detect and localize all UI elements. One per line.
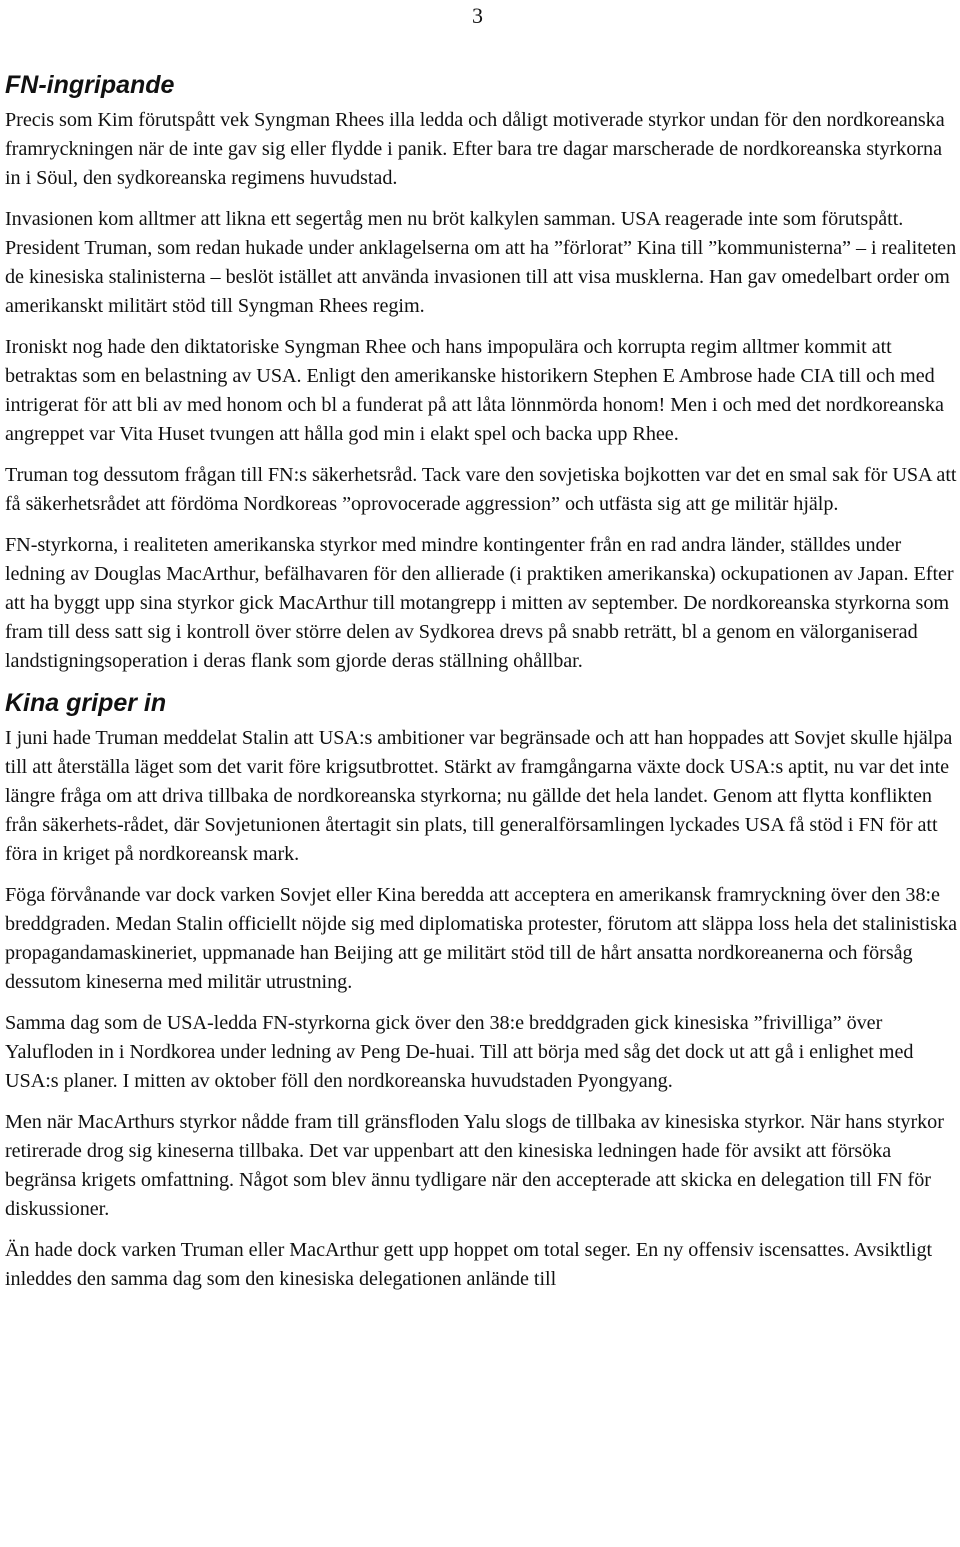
paragraph: Invasionen kom alltmer att likna ett segertåg men nu bröt kalkylen samman. USA reagerade inte som förutspått. President Truman, som redan hukade under anklagelserna om att ha ”förlorat” Kina till ”kommunisterna” – i realiteten de kinesiska stalinisterna – beslöt istället att använda invasionen till att visa musklerna. Han gav omedelbart order om amerikanskt militärt stöd till Syngman Rhees regim. — [5, 208, 957, 317]
page-content — [5, 70, 959, 1306]
section-fn-ingripande — [5, 70, 959, 676]
paragraph: Föga förvånande var dock varken Sovjet eller Kina beredda att acceptera en amerikansk framryckning över den 38:e breddgraden. Medan Stalin officiellt nöjde sig med diplomatiska protester, förutom att släppa loss hela det stalinistiska propagandamaskineriet, uppmanade han Beijing att ge militärt stöd till de hårt ansatta nordkoreanerna och försåg dessutom kineserna med militär utrustning. — [5, 884, 958, 993]
paragraph: Men när MacArthurs styrkor nådde fram till gränsfloden Yalu slogs de tillbaka av kinesiska styrkor. När hans styrkor retirerade drog sig kineserna tillbaka. Det var uppenbart att den kinesiska ledningen hade för avsikt att försöka begränsa krigets omfattning. Något som blev ännu tydligare när den accepterade att skicka en delegation till FN för diskussioner. — [5, 1111, 944, 1220]
section-kina-griper-in — [5, 688, 959, 1294]
paragraph: Truman tog dessutom frågan till FN:s säkerhetsråd. Tack vare den sovjetiska bojkotten var det en smal sak för USA att få säkerhetsrådet att fördöma Nordkoreas ”oprovocerade aggression” och utfästa sig att ge militär hjälp. — [5, 464, 957, 515]
section-heading: Kina griper in — [5, 689, 167, 717]
paragraph: Precis som Kim förutspått vek Syngman Rhees illa ledda och dåligt motiverade styrkor undan för den nordkoreanska framryckningen när de inte gav sig eller flydde i panik. Efter bara tre dagar marscherade de nordkoreanska styrkorna in i Söul, den sydkoreanska regimens huvudstad. — [5, 109, 945, 189]
paragraph: Samma dag som de USA-ledda FN-styrkorna gick över den 38:e breddgraden gick kinesiska ”frivilliga” över Yalufloden in i Nordkorea under ledning av Peng De-huai. Till att börja med såg det dock ut att gå i enlighet med USA:s planer. I mitten av oktober föll den nordkoreanska huvudstaden Pyongyang. — [5, 1012, 914, 1092]
paragraph: FN-styrkorna, i realiteten amerikanska styrkor med mindre kontingenter från en rad andra länder, ställdes under ledning av Douglas MacArthur, befälhavaren för den allierade (i praktiken amerikanska) ockupationen av Japan. Efter att ha byggt upp sina styrkor gick MacArthur till motangrepp i mitten av september. De nordkoreanska styrkorna som fram till dess satt sig i kontroll över större delen av Sydkorea drevs på snabb reträtt, bl a genom en välorganiserad landstigningsoperation i deras flank som gjorde deras ställning ohållbar. — [5, 534, 954, 672]
page-number: 3 — [472, 3, 483, 28]
paragraph: Än hade dock varken Truman eller MacArthur gett upp hoppet om total seger. En ny offensiv iscensattes. Avsiktligt inleddes den samma dag som den kinesiska delegationen anlände till — [5, 1239, 933, 1290]
paragraph: Ironiskt nog hade den diktatoriske Syngman Rhee och hans impopulära och korrupta regim alltmer kommit att betraktas som en belastning av USA. Enligt den amerikanske historikern Stephen E Ambrose hade CIA till och med intrigerat för att bli av med honom och bl a funderat på att låta lönnmörda honom! Men i och med det nordkoreanska angreppet var Vita Huset tvungen att hålla god min i elakt spel och backa upp Rhee. — [5, 336, 944, 445]
section-heading: FN-ingripande — [5, 71, 175, 99]
paragraph: I juni hade Truman meddelat Stalin att USA:s ambitioner var begränsade och att han hoppades att Sovjet skulle hjälpa till att återställa läget som det varit före krigsutbrottet. Stärkt av framgångarna växte dock USA:s aptit, nu var det inte längre fråga om att driva tillbaka de nordkoreanska styrkorna; nu gällde det hela landet. Genom att flytta konflikten från säkerhets-rådet, där Sovjetunionen återtagit sin plats, till generalförsamlingen lyckades USA få stöd i FN för att föra in kriget på nordkoreansk mark. — [5, 727, 953, 865]
